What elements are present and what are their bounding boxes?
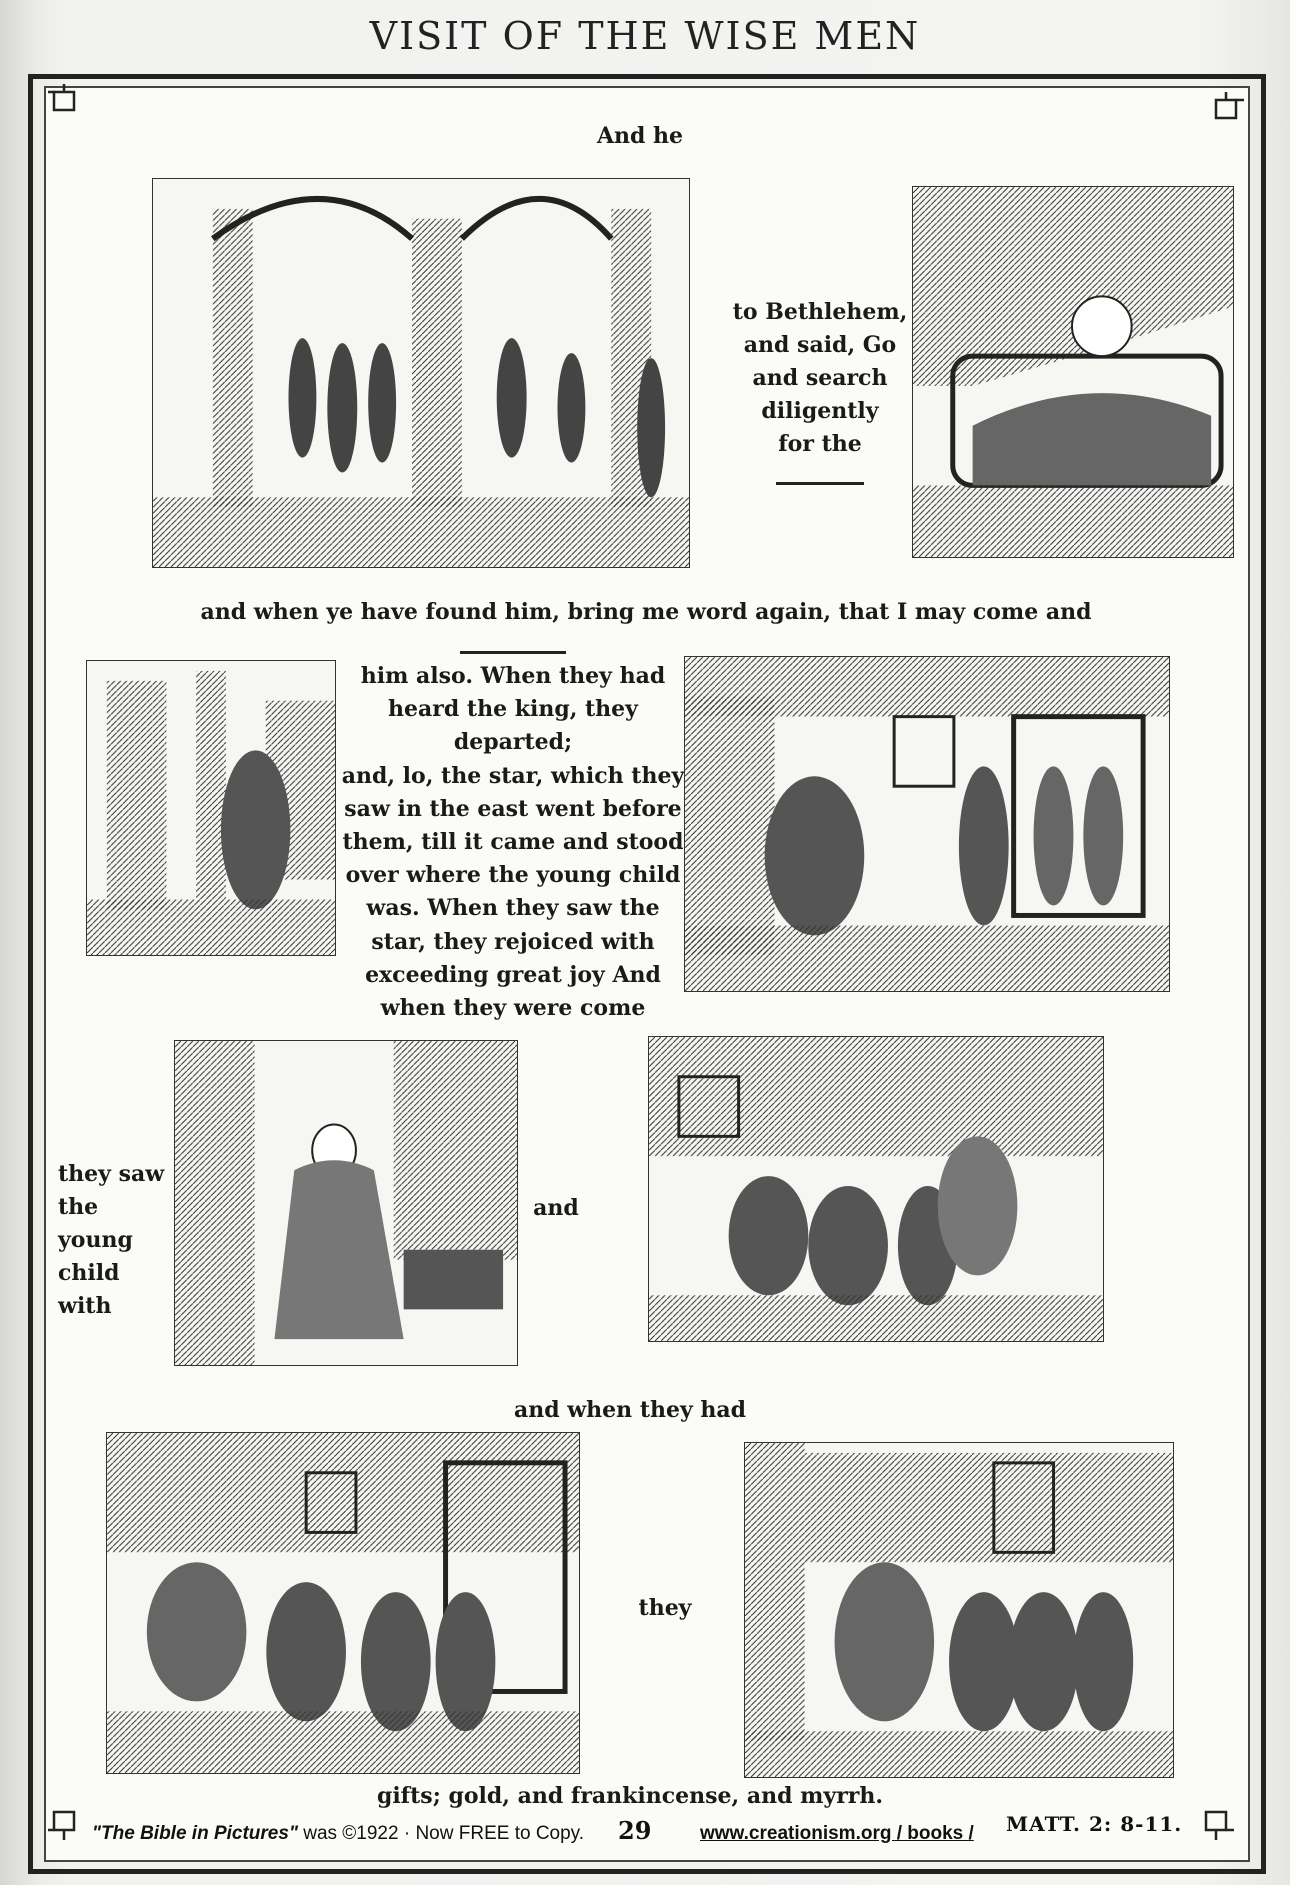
text-they: they xyxy=(638,1595,692,1621)
page-number: 29 xyxy=(618,1816,652,1845)
wise-men-worship-illustration xyxy=(648,1036,1104,1342)
child-in-bed-illustration xyxy=(912,186,1234,558)
corner-ornament-icon xyxy=(48,1806,82,1840)
opening-treasures-illustration xyxy=(106,1432,580,1774)
text-and-he: And he xyxy=(596,123,684,149)
footer-credit: "The Bible in Pictures" was ©1922 · Now FREE to Copy. xyxy=(92,1823,585,1844)
page-title: VISIT OF THE WISE MEN xyxy=(369,14,921,58)
text-and-when-they-had: and when they had xyxy=(513,1397,747,1423)
text-they-saw: they saw the young child with xyxy=(58,1161,165,1319)
footer-link[interactable]: www.creationism.org / books / xyxy=(700,1823,974,1844)
text-gifts: gifts; gold, and frankincense, and myrrh. xyxy=(376,1783,884,1809)
presenting-gifts-illustration xyxy=(744,1442,1174,1778)
corner-ornament-icon xyxy=(1210,92,1244,126)
wise-men-enter-house-illustration xyxy=(684,656,1170,992)
text-to-bethlehem: to Bethlehem, and said, Go and search diligently for the xyxy=(732,299,908,457)
missing-word-line xyxy=(776,482,864,485)
text-him-also: him also. When they had heard the king, they departed; and, lo, the star, which they saw in the east went before them, till it came and stood over where the young child was. When they saw the star, they rejoiced with exceeding great joy And when they were come xyxy=(341,663,685,1022)
mary-seated-illustration xyxy=(174,1040,518,1366)
corner-ornament-icon xyxy=(1200,1806,1234,1840)
text-and: and xyxy=(533,1195,579,1221)
missing-word-line xyxy=(460,651,566,654)
scripture-reference: MATT. 2: 8-11. xyxy=(1006,1812,1183,1836)
herod-sends-wise-men-illustration xyxy=(152,178,690,568)
corner-ornament-icon xyxy=(48,84,82,118)
herod-kneeling-illustration xyxy=(86,660,336,956)
text-when-found: and when ye have found him, bring me word again, that I may come and xyxy=(200,599,1092,625)
